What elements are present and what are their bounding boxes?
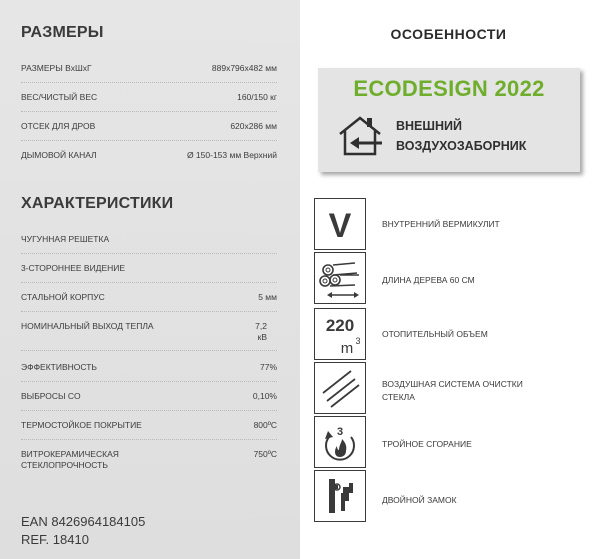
ecodesign-badge xyxy=(318,68,580,172)
feature-label: ДВОЙНОЙ ЗАМОК xyxy=(382,495,457,505)
row-label: ЧУГУННАЯ РЕШЕТКА xyxy=(21,234,110,244)
double-lock-icon xyxy=(314,470,366,522)
divider xyxy=(21,410,277,411)
features-title: ОСОБЕННОСТИ xyxy=(390,26,507,42)
feature-label: ОТОПИТЕЛЬНЫЙ ОБЪЕМ xyxy=(382,329,488,339)
feature-label: ВНУТРЕННИЙ ВЕРМИКУЛИТ xyxy=(382,219,500,229)
row-label-line2: СТЕКЛОПРОЧНОСТЬ xyxy=(21,460,108,470)
divider xyxy=(21,282,277,283)
feature-label-line2: СТЕКЛА xyxy=(382,392,415,402)
ref-code: REF. 18410 xyxy=(21,532,89,547)
air-intake-line2: ВОЗДУХОЗАБОРНИК xyxy=(396,139,527,153)
divider xyxy=(21,350,277,351)
row-label: РАЗМЕРЫ ВхШхГ xyxy=(21,63,92,73)
row-label: 3-СТОРОННЕЕ ВИДЕНИЕ xyxy=(21,263,126,273)
divider xyxy=(21,111,277,112)
row-value: 160/150 кг xyxy=(237,92,277,102)
svg-text:3: 3 xyxy=(336,426,344,438)
divider xyxy=(21,311,277,312)
row-label: СТАЛЬНОЙ КОРПУС xyxy=(21,292,105,302)
row-label: ВЕС/ЧИСТЫЙ ВЕС xyxy=(21,92,98,102)
row-value: 889х796х482 мм xyxy=(211,63,277,73)
row-label: ДЫМОВОЙ КАНАЛ xyxy=(21,150,97,160)
row-value: 620х286 мм xyxy=(230,121,277,131)
feature-label-line1: ВОЗДУШНАЯ СИСТЕМА ОЧИСТКИ xyxy=(382,379,523,389)
row-value: 77% xyxy=(259,362,277,372)
row-value: 5 мм xyxy=(258,292,277,302)
air-intake-label xyxy=(396,116,526,156)
row-label: ОТСЕК ДЛЯ ДРОВ xyxy=(21,121,96,131)
row-value: 0,10% xyxy=(252,391,277,401)
vermiculite-icon xyxy=(314,198,366,250)
external-air-intake-icon xyxy=(334,112,386,160)
ecodesign-label: ECODESIGN 2022 xyxy=(353,76,545,101)
feature-label: ТРОЙНОЕ СГОРАНИЕ xyxy=(382,439,472,449)
features-panel xyxy=(300,0,597,559)
row-value: Ø 150-153 мм Верхний xyxy=(186,150,277,160)
row-label: ТЕРМОСТОЙКОЕ ПОКРЫТИЕ xyxy=(21,420,142,430)
row-value: 800ºC xyxy=(253,420,277,430)
row-label: ВИТРОКЕРАМИЧЕСКАЯ xyxy=(21,449,119,459)
ean-code: EAN 8426964184105 xyxy=(21,514,146,529)
divider xyxy=(21,439,277,440)
svg-text:220: 220 xyxy=(325,316,355,335)
row-label: ЭФФЕКТИВНОСТЬ xyxy=(21,362,98,372)
row-value: 7,2 xyxy=(255,321,267,331)
svg-text:m: m xyxy=(340,340,354,357)
row-value: 750ºC xyxy=(253,449,277,459)
svg-text:3: 3 xyxy=(355,336,361,346)
divider xyxy=(21,140,277,141)
glass-cleaning-icon xyxy=(314,362,366,414)
characteristics-title: ХАРАКТЕРИСТИКИ xyxy=(21,195,174,212)
triple-combustion-icon xyxy=(314,416,366,468)
wood-logs-icon xyxy=(314,252,366,304)
divider xyxy=(21,253,277,254)
divider xyxy=(21,82,277,83)
svg-text:V: V xyxy=(328,207,352,245)
feature-label: ДЛИНА ДЕРЕВА 60 СМ xyxy=(382,275,475,285)
divider xyxy=(21,381,277,382)
feature-label xyxy=(382,378,582,404)
row-value-unit: кВ xyxy=(257,332,267,342)
row-label: ВЫБРОСЫ CO xyxy=(21,391,81,401)
air-intake-line1: ВНЕШНИЙ xyxy=(396,119,462,133)
dimensions-title: РАЗМЕРЫ xyxy=(21,24,104,41)
row-label: НОМИНАЛЬНЫЙ ВЫХОД ТЕПЛА xyxy=(21,321,154,331)
heating-volume-icon xyxy=(314,308,366,360)
